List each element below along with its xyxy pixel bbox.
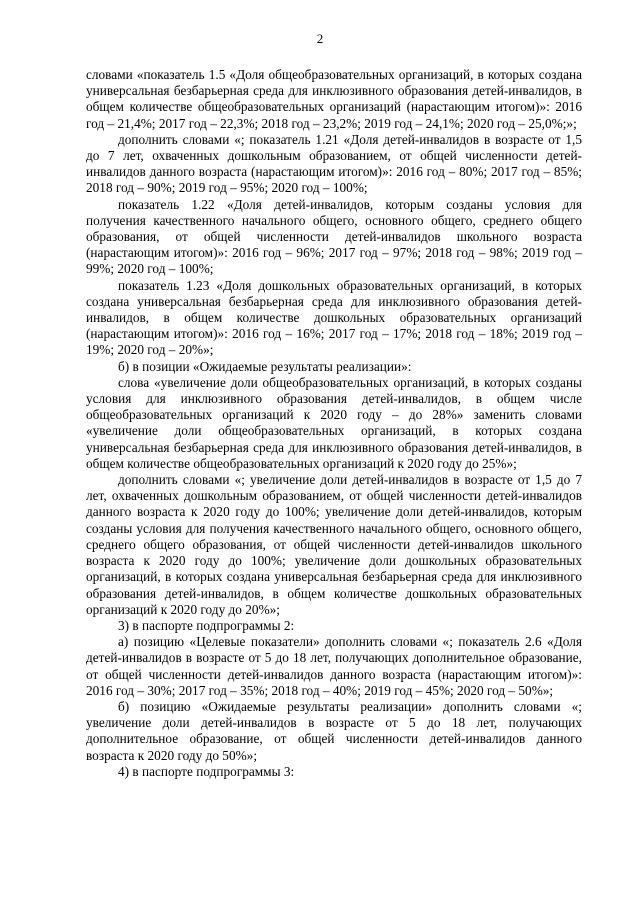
paragraph-9: а) позицию «Целевые показатели» дополнить словами «; показатель 2.6 «Доля детей-инвалидов в возрасте от 5 до 18 лет, получающих дополнительное образование, от общей численности детей-инвалидов данного возраста (нарастающим итогом)»: 2016 год – 30%; 2017 год – 35%; 2018 год – 40%; 2019 год – 45%; 2020 год – 50%»;: [86, 634, 582, 698]
paragraph-8: 3) в паспорте подпрограммы 2:: [118, 617, 295, 633]
paragraph-2: дополнить словами «; показатель 1.21 «Доля детей-инвалидов в возрасте от 1,5 до 7 лет, охваченных дошкольным образованием, от общей численности детей-инвалидов данного возраста (нарастающим итогом)»: 2016 год – 80%; 2017 год – 85%; 2018 год – 90%; 2019 год – 95%; 2020 год – 100%;: [86, 131, 582, 196]
paragraph-4: показатель 1.23 «Доля дошкольных образовательных организаций, в которых создана универсальная безбарьерная среда для инклюзивного образования детей-инвалидов, в общем количестве дошкольных образовательных организаций (нарастающим итогом)»: 2016 год – 16%; 2017 год – 17%; 2018 год – 18%; 2019 год – 19%; 2020 год – 20%»;: [86, 277, 582, 358]
paragraph-6: слова «увеличение доли общеобразовательных организаций, в которых созданы условия для инклюзивного образования детей-инвалидов, в общем числе общеобразовательных организаций к 2020 году – до 28%» заменить словами «увеличение доли общеобразовательных организаций, в которых создана универсальная безбарьерная среда для инклюзивного образования детей-инвалидов, в общем количестве общеобразовательных организаций к 2020 году до 25%»;: [86, 374, 582, 471]
paragraph-5: б) в позиции «Ожидаемые результаты реализации»:: [118, 358, 412, 374]
paragraph-7: дополнить словами «; увеличение доли детей-инвалидов в возрасте от 1,5 до 7 лет, охваченных дошкольным образованием, от общей численности детей-инвалидов данного возраста к 2020 году до 100%; увеличение доли детей-инвалидов, которым созданы условия для получения качественного начального общего, основного общего, среднего общего образования, от общей численности детей-инвалидов школьного возраста к 2020 году до 100%; увеличение доли дошкольных образовательных организаций, в которых создана универсальная безбарьерная среда для инклюзивного образования детей-инвалидов, в общем количестве дошкольных образовательных организаций к 2020 году до 20%»;: [86, 472, 582, 617]
paragraph-1: словами «показатель 1.5 «Доля общеобразовательных организаций, в которых создана универсальная безбарьерная среда для инклюзивного образования детей-инвалидов, в общем количестве общеобразовательных организаций (нарастающим итогом)»: 2016 год – 21,4%; 2017 год – 22,3%; 2018 год – 23,2%; 2019 год – 24,1%; 2020 год – 25,0%;»;: [86, 67, 582, 131]
document-body: [86, 67, 582, 780]
paragraph-10: б) позицию «Ожидаемые результаты реализации» дополнить словами «; увеличение доли детей-инвалидов в возрасте от 5 до 18 лет, получающих дополнительное образование, от общей численности детей-инвалидов данного возраста к 2020 году до 50%»;: [86, 698, 582, 763]
paragraph-3: показатель 1.22 «Доля детей-инвалидов, которым созданы условия для получения качественного начального общего, основного общего, среднего общего образования, от общей численности детей-инвалидов школьного возраста (нарастающим итогом)»: 2016 год – 96%; 2017 год – 97%; 2018 год – 98%; 2019 год – 99%; 2020 год – 100%;: [86, 196, 582, 277]
paragraph-11: 4) в паспорте подпрограммы 3:: [118, 763, 295, 779]
page-number: 2: [316, 31, 324, 46]
